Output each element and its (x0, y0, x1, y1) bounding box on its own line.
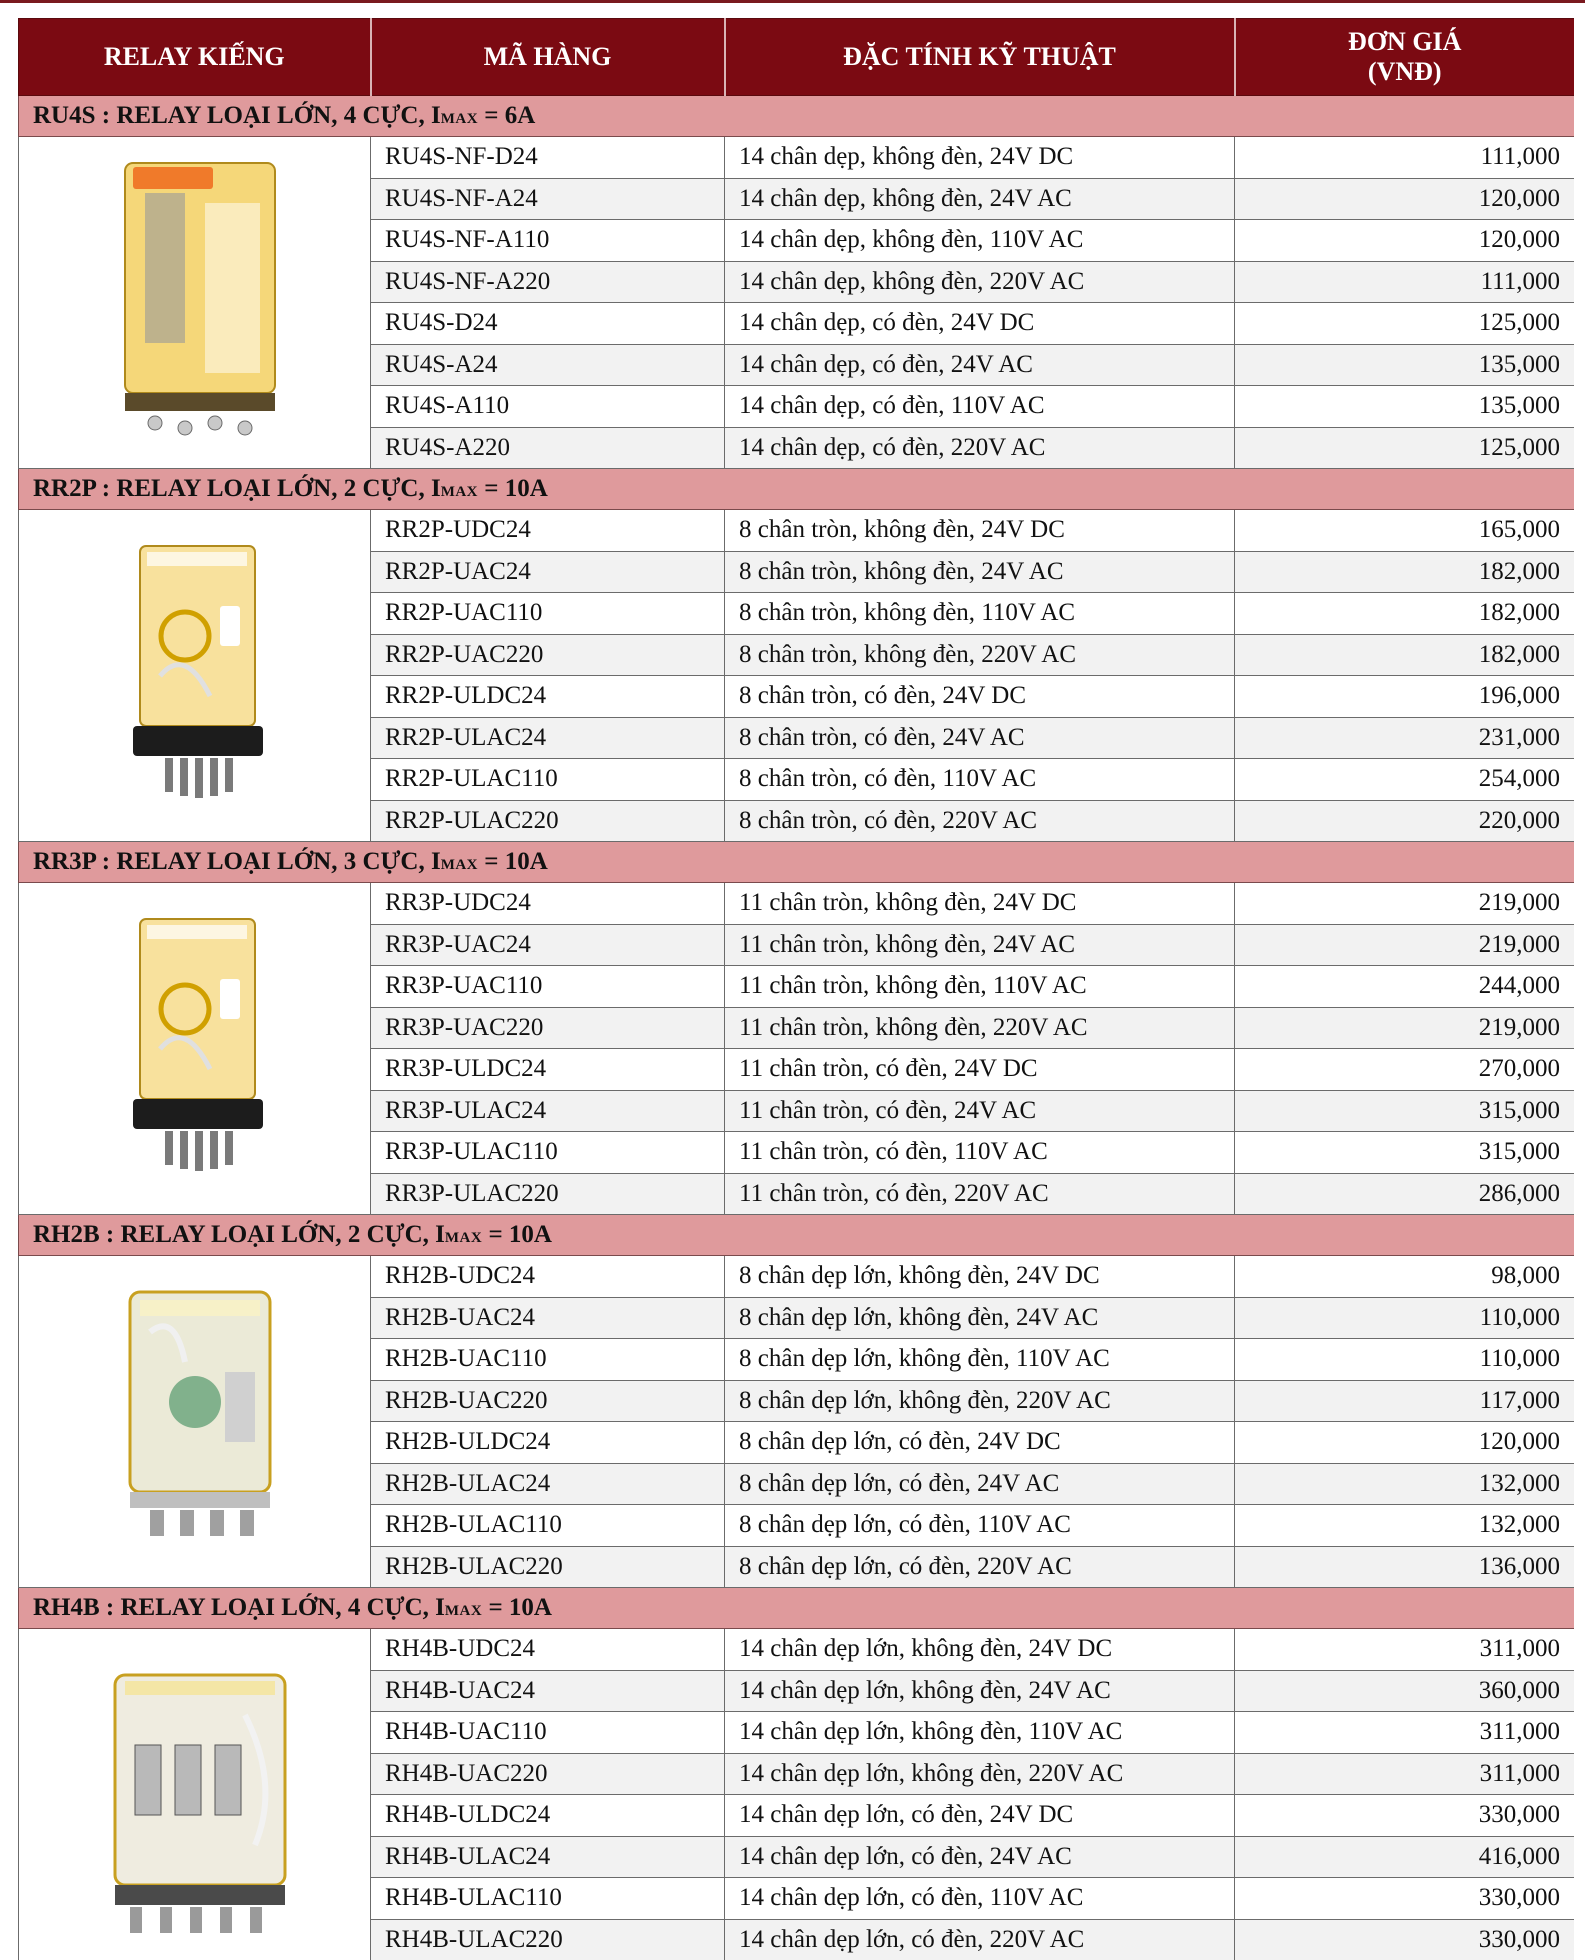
product-spec: 8 chân dẹp lớn, có đèn, 220V AC (725, 1546, 1235, 1588)
product-spec: 11 chân tròn, không đèn, 110V AC (725, 966, 1235, 1008)
relay-rr2p-image (85, 526, 305, 826)
product-code: RR2P-ULAC24 (371, 717, 725, 759)
group-title-current: = 10A (478, 475, 548, 502)
product-image-cell (19, 137, 371, 469)
product-price: 120,000 (1235, 1422, 1575, 1464)
product-code: RH4B-UAC220 (371, 1753, 725, 1795)
product-price: 286,000 (1235, 1173, 1575, 1215)
group-title-text: RR2P : RELAY LOẠI LỚN, 2 CỰC, I (33, 475, 441, 502)
product-price: 110,000 (1235, 1297, 1575, 1339)
product-spec: 8 chân dẹp lớn, không đèn, 110V AC (725, 1339, 1235, 1381)
product-code: RR3P-UAC220 (371, 1007, 725, 1049)
product-spec: 14 chân dẹp lớn, có đèn, 220V AC (725, 1919, 1235, 1960)
product-spec: 11 chân tròn, có đèn, 220V AC (725, 1173, 1235, 1215)
product-spec: 8 chân dẹp lớn, có đèn, 24V DC (725, 1422, 1235, 1464)
product-spec: 14 chân dẹp, có đèn, 24V AC (725, 344, 1235, 386)
product-price: 219,000 (1235, 883, 1575, 925)
product-spec: 8 chân dẹp lớn, có đèn, 24V AC (725, 1463, 1235, 1505)
product-code: RR2P-UAC110 (371, 593, 725, 635)
product-price: 182,000 (1235, 593, 1575, 635)
price-table (18, 18, 1574, 1960)
relay-rh2b-image (85, 1272, 305, 1572)
product-code: RH2B-ULDC24 (371, 1422, 725, 1464)
product-code: RH4B-UAC24 (371, 1670, 725, 1712)
product-price: 254,000 (1235, 759, 1575, 801)
product-price: 136,000 (1235, 1546, 1575, 1588)
product-code: RU4S-D24 (371, 303, 725, 345)
relay-rr3p-image (85, 899, 305, 1199)
group-title-current: = 10A (478, 848, 548, 875)
group-title (19, 842, 1575, 883)
group-title-current: = 10A (482, 1221, 552, 1248)
product-spec: 11 chân tròn, có đèn, 24V AC (725, 1090, 1235, 1132)
product-spec: 8 chân tròn, có đèn, 24V DC (725, 676, 1235, 718)
product-spec: 14 chân dẹp lớn, không đèn, 110V AC (725, 1712, 1235, 1754)
product-spec: 8 chân tròn, không đèn, 220V AC (725, 634, 1235, 676)
col-header-price-line2: (VNĐ) (1367, 57, 1442, 86)
product-spec: 14 chân dẹp lớn, không đèn, 24V AC (725, 1670, 1235, 1712)
group-header-row (19, 1215, 1575, 1256)
product-code: RH2B-UAC24 (371, 1297, 725, 1339)
product-spec: 8 chân tròn, không đèn, 24V DC (725, 510, 1235, 552)
product-price: 244,000 (1235, 966, 1575, 1008)
product-spec: 14 chân dẹp, không đèn, 220V AC (725, 261, 1235, 303)
product-code: RR2P-ULDC24 (371, 676, 725, 718)
price-sheet (18, 18, 1574, 1960)
product-spec: 14 chân dẹp, không đèn, 24V AC (725, 178, 1235, 220)
product-price: 330,000 (1235, 1795, 1575, 1837)
product-price: 416,000 (1235, 1836, 1575, 1878)
product-spec: 14 chân dẹp lớn, có đèn, 110V AC (725, 1878, 1235, 1920)
product-price: 315,000 (1235, 1090, 1575, 1132)
product-spec: 11 chân tròn, không đèn, 24V DC (725, 883, 1235, 925)
group-title-imax-sub: MAX (440, 857, 479, 873)
group-title-imax-sub: MAX (444, 1230, 483, 1246)
product-code: RH4B-ULAC24 (371, 1836, 725, 1878)
product-code: RU4S-NF-D24 (371, 137, 725, 179)
group-title-imax-sub: MAX (440, 484, 479, 500)
product-code: RU4S-NF-A24 (371, 178, 725, 220)
product-image-cell (19, 1629, 371, 1960)
product-price: 165,000 (1235, 510, 1575, 552)
product-code: RU4S-A24 (371, 344, 725, 386)
product-price: 311,000 (1235, 1629, 1575, 1671)
table-row (19, 883, 1575, 925)
group-header-row (19, 96, 1575, 137)
product-spec: 8 chân tròn, có đèn, 110V AC (725, 759, 1235, 801)
product-price: 219,000 (1235, 1007, 1575, 1049)
product-code: RR3P-UAC24 (371, 924, 725, 966)
group-title (19, 469, 1575, 510)
product-code: RR3P-ULDC24 (371, 1049, 725, 1091)
product-spec: 11 chân tròn, có đèn, 24V DC (725, 1049, 1235, 1091)
product-price: 132,000 (1235, 1463, 1575, 1505)
group-title (19, 1215, 1575, 1256)
relay-ru4s-image (85, 153, 305, 453)
group-title (19, 96, 1575, 137)
product-code: RR3P-ULAC24 (371, 1090, 725, 1132)
product-price: 120,000 (1235, 220, 1575, 262)
product-code: RH2B-UAC220 (371, 1380, 725, 1422)
product-code: RH2B-UDC24 (371, 1256, 725, 1298)
product-price: 125,000 (1235, 303, 1575, 345)
table-row (19, 1629, 1575, 1671)
product-code: RU4S-A110 (371, 386, 725, 428)
product-spec: 8 chân tròn, không đèn, 24V AC (725, 551, 1235, 593)
product-spec: 14 chân dẹp, không đèn, 110V AC (725, 220, 1235, 262)
product-code: RR2P-ULAC220 (371, 800, 725, 842)
group-title-text: RR3P : RELAY LOẠI LỚN, 3 CỰC, I (33, 848, 441, 875)
group-title-imax-sub: MAX (444, 1603, 483, 1619)
product-code: RH4B-ULAC220 (371, 1919, 725, 1960)
product-price: 360,000 (1235, 1670, 1575, 1712)
product-spec: 8 chân tròn, có đèn, 24V AC (725, 717, 1235, 759)
product-code: RH4B-ULAC110 (371, 1878, 725, 1920)
product-spec: 14 chân dẹp, có đèn, 24V DC (725, 303, 1235, 345)
product-spec: 11 chân tròn, không đèn, 220V AC (725, 1007, 1235, 1049)
product-price: 315,000 (1235, 1132, 1575, 1174)
product-code: RH2B-ULAC220 (371, 1546, 725, 1588)
product-price: 330,000 (1235, 1878, 1575, 1920)
product-spec: 8 chân dẹp lớn, không đèn, 24V DC (725, 1256, 1235, 1298)
product-spec: 14 chân dẹp lớn, không đèn, 220V AC (725, 1753, 1235, 1795)
product-code: RR3P-ULAC110 (371, 1132, 725, 1174)
header-row (19, 19, 1575, 96)
product-price: 196,000 (1235, 676, 1575, 718)
product-image-cell (19, 510, 371, 842)
product-code: RU4S-NF-A110 (371, 220, 725, 262)
product-price: 219,000 (1235, 924, 1575, 966)
product-code: RU4S-A220 (371, 427, 725, 469)
col-header-relay: RELAY KIẾNG (19, 19, 371, 96)
product-price: 311,000 (1235, 1712, 1575, 1754)
product-price: 132,000 (1235, 1505, 1575, 1547)
product-spec: 14 chân dẹp, có đèn, 220V AC (725, 427, 1235, 469)
table-row (19, 510, 1575, 552)
product-price: 311,000 (1235, 1753, 1575, 1795)
product-price: 120,000 (1235, 178, 1575, 220)
col-header-price-line1: ĐƠN GIÁ (1348, 27, 1462, 56)
group-header-row (19, 469, 1575, 510)
relay-rh4b-image (85, 1645, 305, 1945)
product-spec: 8 chân tròn, không đèn, 110V AC (725, 593, 1235, 635)
product-code: RH4B-UAC110 (371, 1712, 725, 1754)
group-title-text: RU4S : RELAY LOẠI LỚN, 4 CỰC, I (33, 102, 441, 129)
product-price: 182,000 (1235, 634, 1575, 676)
product-spec: 14 chân dẹp lớn, có đèn, 24V DC (725, 1795, 1235, 1837)
product-spec: 11 chân tròn, có đèn, 110V AC (725, 1132, 1235, 1174)
product-price: 135,000 (1235, 386, 1575, 428)
table-row (19, 1256, 1575, 1298)
group-title-current: = 10A (482, 1594, 552, 1621)
product-image-cell (19, 1256, 371, 1588)
product-price: 111,000 (1235, 137, 1575, 179)
product-price: 111,000 (1235, 261, 1575, 303)
group-header-row (19, 1588, 1575, 1629)
product-spec: 8 chân tròn, có đèn, 220V AC (725, 800, 1235, 842)
product-spec: 11 chân tròn, không đèn, 24V AC (725, 924, 1235, 966)
group-header-row (19, 842, 1575, 883)
product-code: RR3P-ULAC220 (371, 1173, 725, 1215)
product-spec: 8 chân dẹp lớn, không đèn, 220V AC (725, 1380, 1235, 1422)
col-header-spec: ĐẶC TÍNH KỸ THUẬT (725, 19, 1235, 96)
product-image-cell (19, 883, 371, 1215)
product-price: 182,000 (1235, 551, 1575, 593)
product-code: RR2P-UAC220 (371, 634, 725, 676)
product-code: RR3P-UDC24 (371, 883, 725, 925)
product-spec: 14 chân dẹp lớn, có đèn, 24V AC (725, 1836, 1235, 1878)
product-price: 330,000 (1235, 1919, 1575, 1960)
table-row (19, 137, 1575, 179)
product-price: 270,000 (1235, 1049, 1575, 1091)
col-header-code: MÃ HÀNG (371, 19, 725, 96)
product-spec: 8 chân dẹp lớn, có đèn, 110V AC (725, 1505, 1235, 1547)
col-header-price (1235, 19, 1575, 96)
product-code: RR3P-UAC110 (371, 966, 725, 1008)
product-code: RR2P-ULAC110 (371, 759, 725, 801)
product-price: 98,000 (1235, 1256, 1575, 1298)
top-rule (0, 0, 1585, 3)
product-spec: 14 chân dẹp, có đèn, 110V AC (725, 386, 1235, 428)
product-spec: 14 chân dẹp lớn, không đèn, 24V DC (725, 1629, 1235, 1671)
product-code: RH2B-ULAC110 (371, 1505, 725, 1547)
group-title-current: = 6A (478, 102, 536, 129)
group-title-text: RH4B : RELAY LOẠI LỚN, 4 CỰC, I (33, 1594, 445, 1621)
group-title-imax-sub: MAX (440, 111, 479, 127)
product-price: 125,000 (1235, 427, 1575, 469)
product-price: 110,000 (1235, 1339, 1575, 1381)
product-code: RH2B-UAC110 (371, 1339, 725, 1381)
product-price: 117,000 (1235, 1380, 1575, 1422)
group-title-text: RH2B : RELAY LOẠI LỚN, 2 CỰC, I (33, 1221, 445, 1248)
product-price: 220,000 (1235, 800, 1575, 842)
product-spec: 8 chân dẹp lớn, không đèn, 24V AC (725, 1297, 1235, 1339)
product-price: 135,000 (1235, 344, 1575, 386)
group-title (19, 1588, 1575, 1629)
product-code: RH2B-ULAC24 (371, 1463, 725, 1505)
product-code: RU4S-NF-A220 (371, 261, 725, 303)
product-code: RR2P-UAC24 (371, 551, 725, 593)
product-code: RR2P-UDC24 (371, 510, 725, 552)
product-code: RH4B-UDC24 (371, 1629, 725, 1671)
product-spec: 14 chân dẹp, không đèn, 24V DC (725, 137, 1235, 179)
product-price: 231,000 (1235, 717, 1575, 759)
product-code: RH4B-ULDC24 (371, 1795, 725, 1837)
